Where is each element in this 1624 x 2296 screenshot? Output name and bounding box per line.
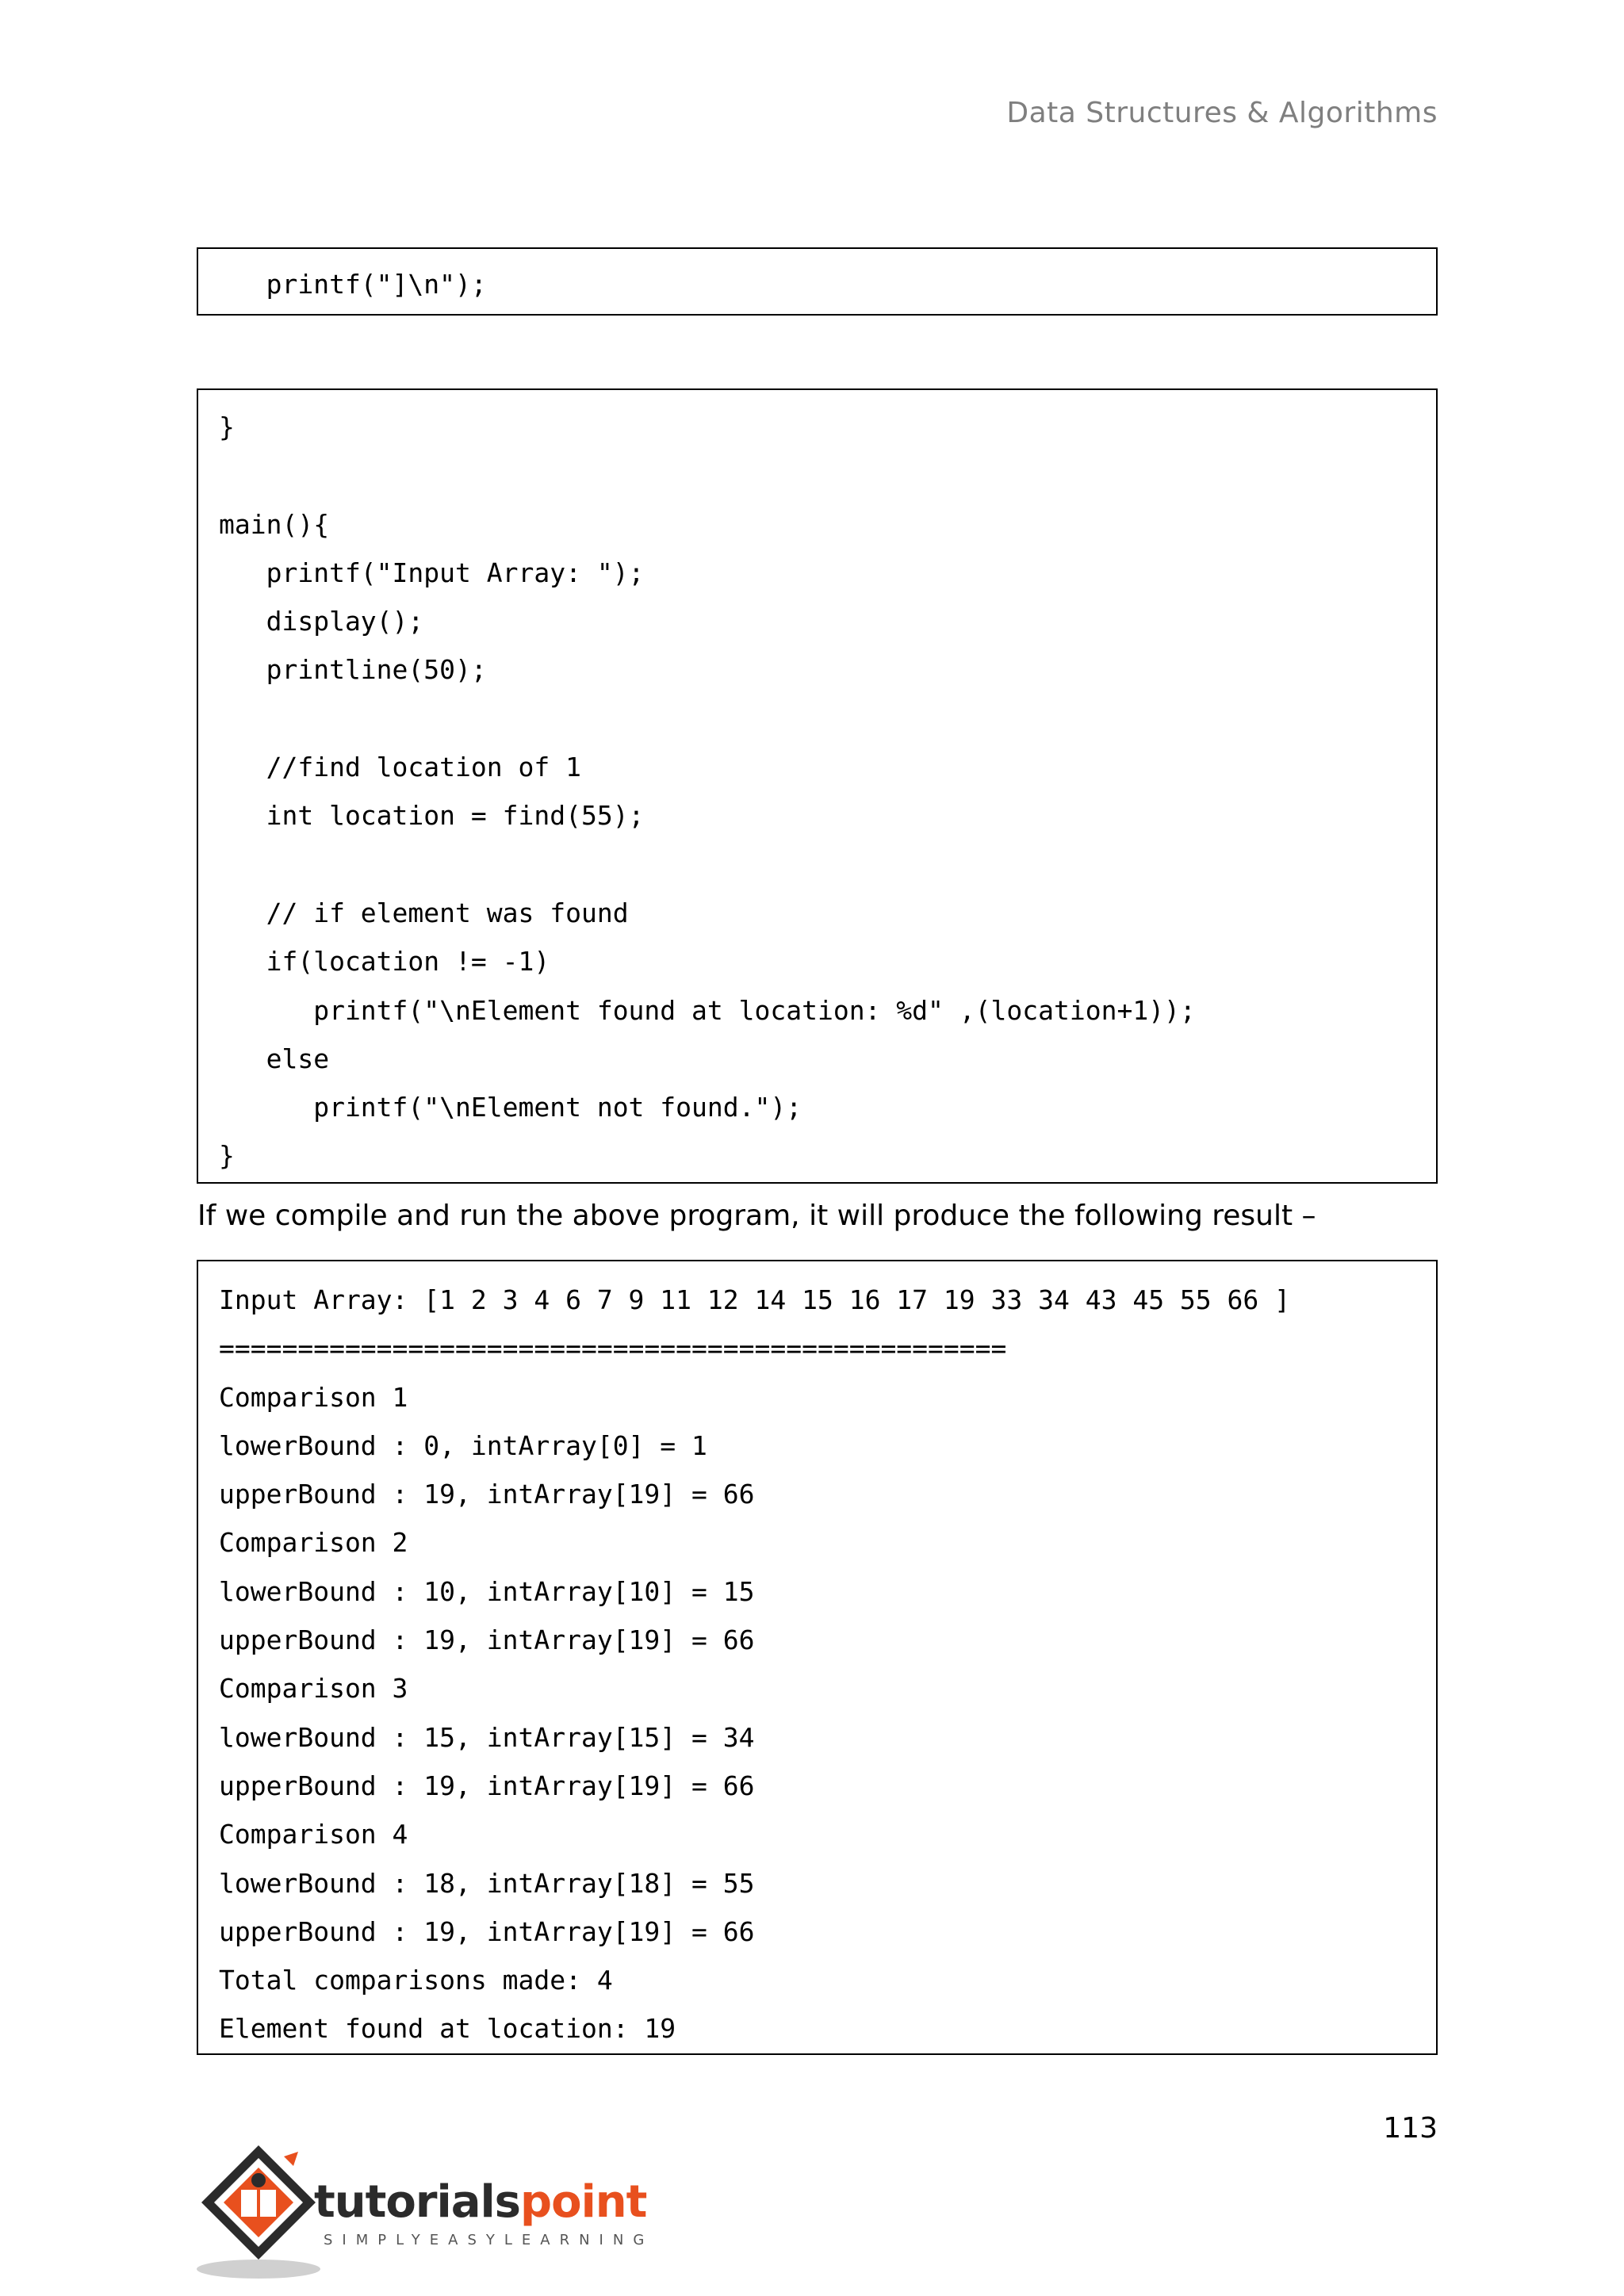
logo-wordmark-accent: point	[520, 2176, 647, 2228]
output-line: lowerBound : 10, intArray[10] = 15	[219, 1575, 755, 1607]
page-number: 113	[1383, 2112, 1438, 2145]
code-line: int location = find(55);	[219, 800, 645, 832]
code-line	[219, 451, 1436, 499]
code-block-continuation	[197, 247, 1438, 316]
code-line: printf("]\n");	[219, 269, 487, 300]
logo-emblem-icon	[195, 2141, 322, 2283]
output-line: Comparison 3	[219, 1673, 408, 1705]
output-line: lowerBound : 0, intArray[0] = 1	[219, 1429, 707, 1461]
code-line: printf("\nElement not found.");	[219, 1092, 802, 1123]
logo-wordmark-dark: tutorials	[314, 2176, 521, 2228]
output-line: lowerBound : 18, intArray[18] = 55	[219, 1867, 755, 1899]
code-line: main(){	[219, 508, 330, 540]
output-line: Comparison 2	[219, 1527, 408, 1559]
code-line: printf("Input Array: ");	[219, 557, 645, 588]
code-line: // if element was found	[219, 897, 629, 928]
result-intro-paragraph: If we compile and run the above program, it will produce the following result –	[197, 1200, 1316, 1232]
logo-tagline: SIMPLYEASYLEARNING	[324, 2232, 654, 2248]
code-line	[219, 695, 1436, 743]
code-line: //find location of 1	[219, 752, 581, 783]
tutorialspoint-logo	[195, 2141, 654, 2283]
code-block-main	[197, 388, 1438, 1184]
code-line: printf("\nElement found at location: %d" ,(location+1));	[219, 994, 1196, 1026]
output-line: Input Array: [1 2 3 4 6 7 9 11 12 14 15 16 17 19 33 34 43 45 55 66 ]	[219, 1284, 1291, 1315]
output-line: lowerBound : 15, intArray[15] = 34	[219, 1721, 755, 1753]
output-line: Element found at location: 19	[219, 2013, 676, 2045]
code-line: if(location != -1)	[219, 946, 550, 978]
code-line: printline(50);	[219, 654, 487, 686]
code-line: }	[219, 1140, 235, 1172]
output-line: Total comparisons made: 4	[219, 1965, 613, 1996]
code-line: else	[219, 1043, 330, 1074]
output-line: ==================================================	[219, 1333, 1007, 1364]
code-line: display();	[219, 606, 424, 637]
code-line: }	[219, 411, 235, 442]
output-line: upperBound : 19, intArray[19] = 66	[219, 1479, 755, 1510]
program-output-block	[197, 1260, 1438, 2055]
output-line: upperBound : 19, intArray[19] = 66	[219, 1770, 755, 1801]
output-line: Comparison 4	[219, 1819, 408, 1850]
running-header-title: Data Structures & Algorithms	[1006, 97, 1438, 129]
output-line: upperBound : 19, intArray[19] = 66	[219, 1624, 755, 1656]
logo-wordmark	[314, 2176, 647, 2228]
output-line: Comparison 1	[219, 1381, 408, 1413]
output-line: upperBound : 19, intArray[19] = 66	[219, 1915, 755, 1947]
code-line	[219, 840, 1436, 889]
